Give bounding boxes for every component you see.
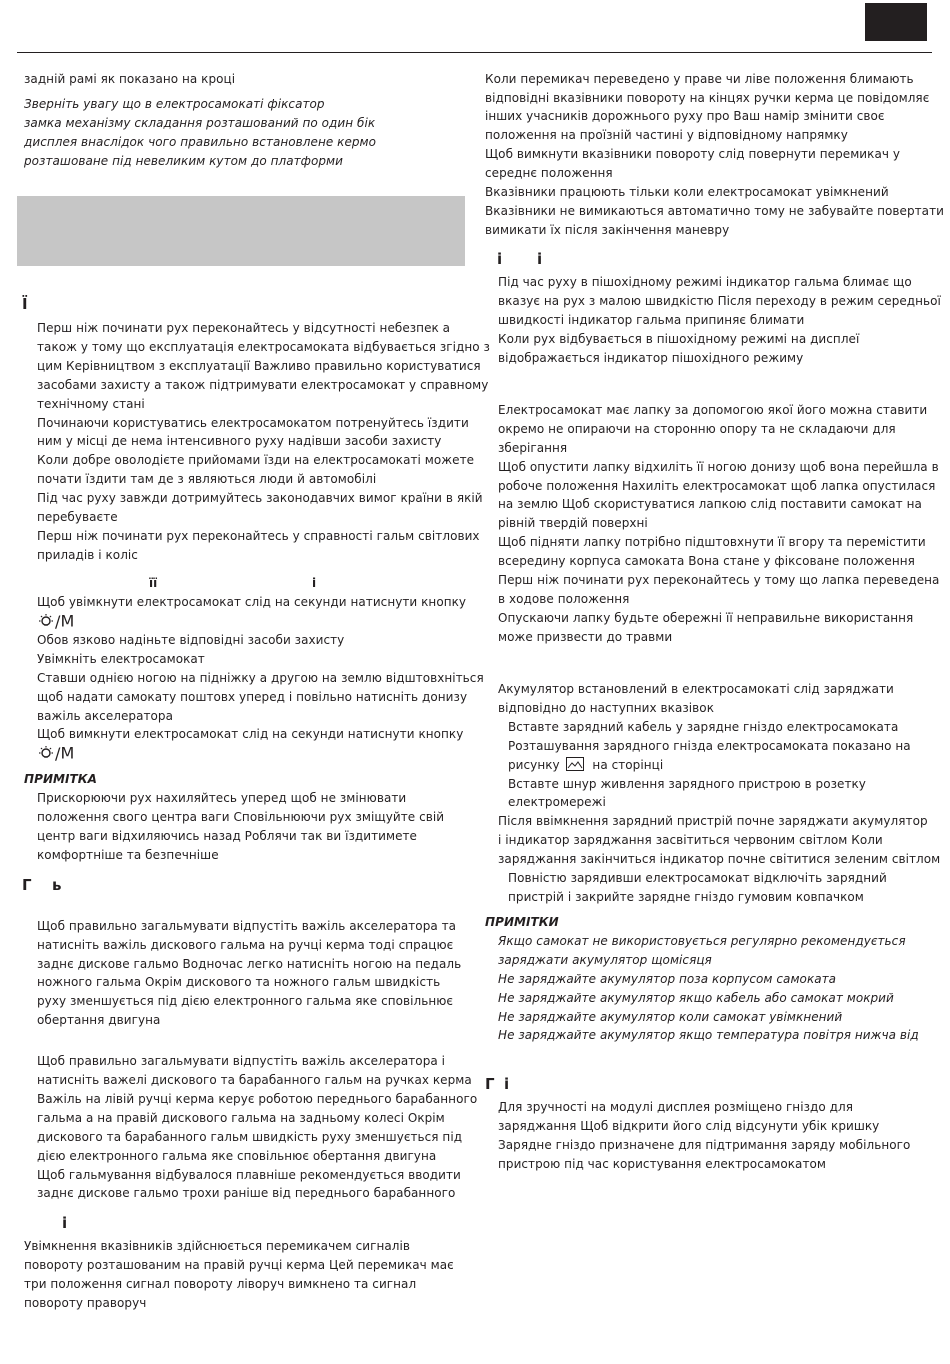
text-line: Після ввімкнення зарядний пристрій почне заряджати акумулятор bbox=[498, 814, 928, 828]
light-bulb-icon bbox=[37, 613, 55, 631]
text-line: рівній твердій поверхні bbox=[498, 516, 648, 530]
text-line: всередину корпуса самоката Вона стане у фіксоване положення bbox=[498, 554, 915, 568]
text-line: Увімкніть електросамокат bbox=[37, 652, 205, 666]
note-line: Прискорюючи рух нахиляйтесь уперед щоб не змінювати bbox=[37, 791, 407, 805]
section-heading: Ї bbox=[22, 295, 28, 313]
text-line: Обов язково надіньте відповідні засоби захисту bbox=[37, 633, 345, 647]
text-line: відповідно до наступних вказівок bbox=[498, 701, 714, 715]
section-heading: її bbox=[149, 576, 158, 590]
text-line: гальма а на правій дискового гальма на задньому колесі Окрім bbox=[37, 1111, 445, 1125]
text-line: Щоб гальмування відбувалося плавніше рекомендується вводити bbox=[37, 1168, 461, 1182]
text-line: Коли добре оволодієте прийомами їзди на електросамокаті можете bbox=[37, 453, 475, 467]
text-line: інших учасників дорожнього руху про Ваш намір змінити своє bbox=[485, 109, 885, 123]
text-line: і індикатор заряджання засвітиться червоним світлом Коли bbox=[498, 833, 883, 847]
intro-note-line: замка механізму складання розташований по один бік bbox=[24, 116, 376, 130]
text-line: щоб надати самокату поштовх уперед і повільно натисніть донизу bbox=[37, 690, 468, 704]
text-line: Коли рух відбувається в пішохідному режимі на дисплеї bbox=[498, 332, 860, 346]
text-line: може призвести до травми bbox=[498, 630, 673, 644]
text-line: окремо не опираючи на сторонню опору та не складаючи для bbox=[498, 422, 896, 436]
note-line: комфортніше та безпечніше bbox=[37, 848, 219, 862]
text-line: ним у місці де нема інтенсивного руху надівши засоби захисту bbox=[37, 434, 442, 448]
text-line: Щоб правильно загальмувати відпустіть важіль акселератора та bbox=[37, 919, 457, 933]
text-line: відображається індикатор пішохідного режиму bbox=[498, 351, 804, 365]
note-line: заряджати акумулятор щомісяця bbox=[498, 953, 712, 967]
intro-line: задній рамі як показано на кроці bbox=[24, 72, 236, 86]
note-line: Не заряджайте акумулятор якщо температура повітря нижча від bbox=[498, 1028, 919, 1042]
page-tab bbox=[865, 3, 927, 41]
text-line: Вказівники не вимикаються автоматично тому не забувайте повертати bbox=[485, 204, 944, 218]
note-title: ПРИМІТКИ bbox=[485, 915, 559, 929]
grey-banner bbox=[17, 196, 465, 266]
section-heading: і bbox=[497, 250, 503, 268]
text-line: Щоб увімкнути електросамокат слід на секунди натиснути кнопку bbox=[37, 595, 467, 609]
light-bulb-icon bbox=[37, 745, 55, 763]
text-line: пристрою під час користування електросамокатом bbox=[498, 1157, 826, 1171]
text-line: натисніть важіль дискового гальма на ручці керма тоді спрацює bbox=[37, 938, 454, 952]
text-line: Під час руху завжди дотримуйтесь законодавчих вимог країни в якій bbox=[37, 491, 483, 505]
text-line: повороту розташованим на правій ручці керма Цей перемикач має bbox=[24, 1258, 454, 1272]
step-line: Вставте зарядний кабель у зарядне гніздо електросамоката bbox=[508, 720, 899, 734]
text-line: заднє дискове гальмо трохи раніше від переднього барабанного bbox=[37, 1186, 456, 1200]
text-line: Коли перемикач переведено у праве чи ліве положення блимають bbox=[485, 72, 914, 86]
text-line: натисніть важелі дискового та барабанного гальм на ручках керма bbox=[37, 1073, 472, 1087]
step-line: Розташування зарядного гнізда електросамоката показано на bbox=[508, 739, 911, 753]
text-line: Ставши однією ногою на підніжку а другою на землю відштовхніться bbox=[37, 671, 484, 685]
mode-label: M bbox=[60, 611, 75, 631]
step-line: Вставте шнур живлення зарядного пристрою в розетку bbox=[508, 777, 866, 791]
note-title: ПРИМІТКА bbox=[24, 772, 97, 786]
text-line: почати їздити там де з являються люди й автомобілі bbox=[37, 472, 377, 486]
text-line: три положення сигнал повороту ліворуч вимкнено та сигнал bbox=[24, 1277, 417, 1291]
text-line: Щоб вимкнути електросамокат слід на секунди натиснути кнопку bbox=[37, 727, 464, 741]
text-line: Під час руху в пішохідному режимі індикатор гальма блимає що bbox=[498, 275, 912, 289]
text-line: Щоб опустити лапку відхиліть її ногою донизу щоб вона перейшла в bbox=[498, 460, 939, 474]
section-heading: ь bbox=[52, 876, 62, 894]
text-line: відповідні вказівники повороту на кінцях ручки керма це повідомляє bbox=[485, 91, 930, 105]
figure-ref-label: рисунку bbox=[508, 758, 560, 772]
note-line: Якщо самокат не використовується регулярно рекомендується bbox=[498, 934, 906, 948]
header-rule bbox=[17, 52, 932, 53]
section-heading: Г bbox=[485, 1075, 495, 1093]
text-line: вимикати їх після закінчення маневру bbox=[485, 223, 730, 237]
text-line: також у тому що експлуатація електросамоката відбувається згідно з bbox=[37, 340, 490, 354]
text-line: Для зручності на модулі дисплея розміщено гніздо для bbox=[498, 1100, 853, 1114]
section-heading: і bbox=[504, 1075, 510, 1093]
text-line: Щоб підняти лапку потрібно підштовхнути її вгору та перемістити bbox=[498, 535, 926, 549]
figure-ref-line bbox=[508, 756, 663, 775]
section-heading: і bbox=[537, 250, 543, 268]
text-line: Увімкнення вказівників здійснюється перемикачем сигналів bbox=[24, 1239, 410, 1253]
text-line: заряджання Щоб відкрити його слід відсунути убік кришку bbox=[498, 1119, 880, 1133]
text-line: Починаючи користуватись електросамокатом потренуйтесь їздити bbox=[37, 416, 469, 430]
text-line: цим Керівництвом з експлуатації Важливо правильно користуватися bbox=[37, 359, 481, 373]
section-heading: і bbox=[312, 576, 317, 590]
text-line: заднє дискове гальмо Водночас легко натисніть ногою на педаль bbox=[37, 957, 462, 971]
image-icon bbox=[566, 757, 584, 771]
text-line: Перш ніж починати рух переконайтесь у справності гальм світлових bbox=[37, 529, 480, 543]
step-line: електромережі bbox=[508, 795, 606, 809]
intro-note-line: дисплея внаслідок чого правильно встановлене кермо bbox=[24, 135, 377, 149]
note-line: центр ваги відхиляючись назад Роблячи так ви їздитимете bbox=[37, 829, 417, 843]
text-line: Щоб правильно загальмувати відпустіть важіль акселератора і bbox=[37, 1054, 446, 1068]
note-line: Не заряджайте акумулятор коли самокат увімкнений bbox=[498, 1010, 843, 1024]
text-line: Щоб вимкнути вказівники повороту слід повернути перемикач у bbox=[485, 147, 900, 161]
section-heading: і bbox=[62, 1214, 68, 1232]
text-line: Перш ніж починати рух переконайтесь у відсутності небезпек а bbox=[37, 321, 451, 335]
text-line: дискового та барабанного гальм швидкість руху зменшується під bbox=[37, 1130, 463, 1144]
intro-note-line: розташоване під невеликим кутом до платформи bbox=[24, 154, 343, 168]
text-line: засобами захисту а також підтримувати електросамокат у справному bbox=[37, 378, 489, 392]
text-line: Перш ніж починати рух переконайтесь у тому що лапка переведена bbox=[498, 573, 940, 587]
text-line: положення на проїзній частині у відповідному напрямку bbox=[485, 128, 848, 142]
text-line: Електросамокат має лапку за допомогою якої його можна ставити bbox=[498, 403, 928, 417]
text-line: приладів і коліс bbox=[37, 548, 138, 562]
text-line: середнє положення bbox=[485, 166, 613, 180]
slash-icon: / bbox=[55, 743, 61, 763]
figure-ref-page: на сторінці bbox=[592, 758, 664, 772]
section-heading: Г bbox=[22, 876, 32, 894]
text-line: важіль акселератора bbox=[37, 709, 173, 723]
text-line: Опускаючи лапку будьте обережні її неправильне використання bbox=[498, 611, 914, 625]
text-line: робоче положення Нахиліть електросамокат щоб лапка опустилася bbox=[498, 479, 936, 493]
text-line: в ходове положення bbox=[498, 592, 630, 606]
text-line: вказує на рух з малою швидкістю Після переходу в режим середньої bbox=[498, 294, 941, 308]
text-line: руху зменшується під дією електронного гальма яке сповільнює bbox=[37, 994, 454, 1008]
text-line: Вказівники працюють тільки коли електросамокат увімкнений bbox=[485, 185, 889, 199]
note-line: Не заряджайте акумулятор якщо кабель або самокат мокрий bbox=[498, 991, 894, 1005]
text-line: на землю Щоб скористуватися лапкою слід поставити самокат на bbox=[498, 497, 922, 511]
text-line: зберігання bbox=[498, 441, 568, 455]
text-line: дією електронного гальма яке сповільнює обертання двигуна bbox=[37, 1149, 437, 1163]
note-line: Не заряджайте акумулятор поза корпусом самоката bbox=[498, 972, 837, 986]
intro-note-line: Зверніть увагу що в електросамокаті фіксатор bbox=[24, 97, 325, 111]
mode-label: M bbox=[60, 743, 75, 763]
power-button-symbol bbox=[37, 743, 74, 764]
step-line: Повністю зарядивши електросамокат відключіть зарядний bbox=[508, 871, 887, 885]
text-line: технічному стані bbox=[37, 397, 145, 411]
text-line: ножного гальма Окрім дискового та ножного гальм швидкість bbox=[37, 975, 441, 989]
text-line: заряджання закінчиться індикатор почне світитися зеленим світлом bbox=[498, 852, 941, 866]
text-line: Важіль на лівій ручці керма керує роботою переднього барабанного bbox=[37, 1092, 478, 1106]
text-line: швидкості індикатор гальма припиняє блимати bbox=[498, 313, 805, 327]
text-line: перебуваєте bbox=[37, 510, 118, 524]
text-line: Акумулятор встановлений в електросамокаті слід заряджати bbox=[498, 682, 894, 696]
power-button-symbol bbox=[37, 611, 74, 632]
text-line: Зарядне гніздо призначене для підтримання заряду мобільного bbox=[498, 1138, 911, 1152]
text-line: обертання двигуна bbox=[37, 1013, 161, 1027]
step-line: пристрій і закрийте зарядне гніздо гумовим ковпачком bbox=[508, 890, 864, 904]
text-line: повороту праворуч bbox=[24, 1296, 147, 1310]
note-line: положення свого центра ваги Сповільнюючи рух зміщуйте свій bbox=[37, 810, 445, 824]
slash-icon: / bbox=[55, 611, 61, 631]
